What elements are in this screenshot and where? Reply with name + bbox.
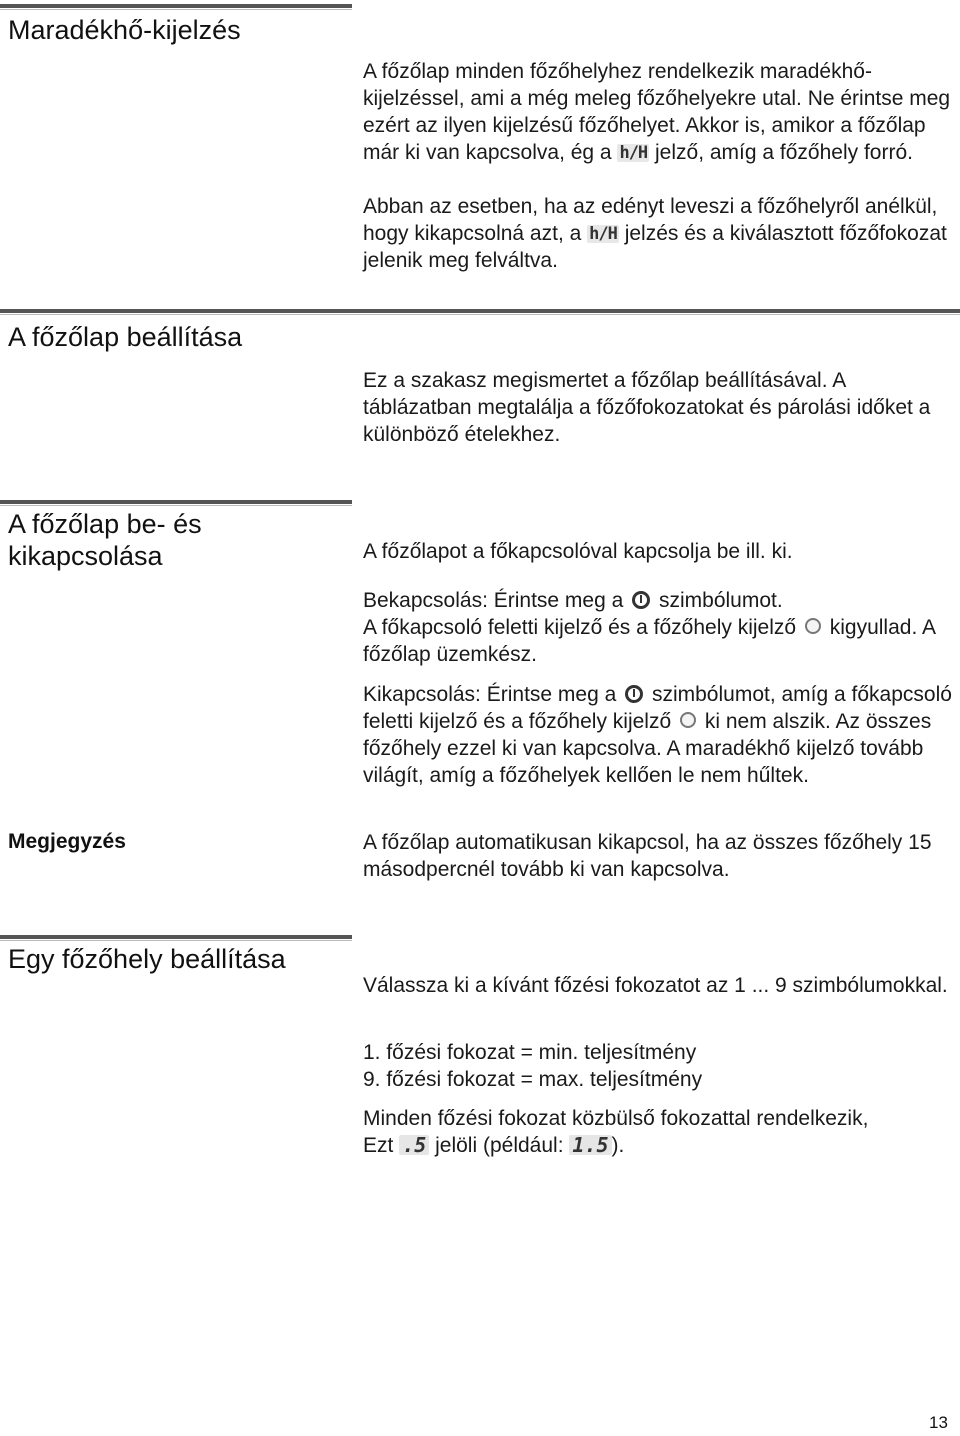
half-step-display-icon: .5 bbox=[399, 1135, 429, 1155]
paragraph: Bekapcsolás: Érintse meg a szimbólumot. A főkapcsoló feletti kijelző és a főzőhely kijelző kigyullad. A főzőlap üzemkész. bbox=[363, 589, 935, 666]
section-heading: Maradékhő-kijelzés bbox=[8, 15, 241, 45]
paragraph: A főzőlap minden főzőhelyhez rendelkezik maradékhő-kijelzéssel, ami a még meleg főzőhelyekre utal. Ne érintse meg ezért az ilyen kijelzésű főzőhelyet. Akkor is, amikor a főzőlap már ki van kapcsolva, ég a h/H jelző, amíg a főzőhely forró. bbox=[363, 60, 951, 164]
section-heading: A főzőlap be- és kikapcsolása bbox=[8, 509, 202, 571]
section-rule bbox=[0, 500, 352, 504]
power-icon bbox=[632, 591, 650, 609]
paragraph: Abban az esetben, ha az edényt leveszi a főzőhelyről anélkül, hogy kikapcsolná azt, a h/H jelzés és a kiválasztott főzőfokozat jelenik meg felváltva. bbox=[363, 195, 947, 272]
note-label: Megjegyzés bbox=[8, 830, 126, 853]
paragraph: Válassza ki a kívánt főzési fokozatot az 1 ... 9 szimbólumokkal. bbox=[363, 974, 948, 997]
residual-heat-display-icon: h/H bbox=[619, 143, 648, 163]
section-heading: Egy főzőhely beállítása bbox=[8, 944, 286, 974]
section-rule bbox=[0, 4, 352, 8]
paragraph: Minden főzési fokozat közbülső fokozattal rendelkezik, Ezt .5 jelöli (például: 1.5 ). bbox=[363, 1107, 869, 1157]
residual-heat-display-icon: h/H bbox=[589, 224, 617, 244]
section-rule bbox=[0, 309, 960, 313]
section-rule bbox=[0, 935, 352, 939]
zone-indicator-icon bbox=[805, 618, 821, 634]
example-step-display-icon: 1.5 bbox=[569, 1135, 611, 1155]
power-icon bbox=[625, 685, 643, 703]
paragraph: Kikapcsolás: Érintse meg a szimbólumot, amíg a főkapcsoló feletti kijelző és a főzőhely kijelző ki nem alszik. Az összes főzőhely ezzel ki van kapcsolva. A maradékhő kijelző tovább világít, amíg a főzőhelyek kellően le nem hűltek. bbox=[363, 683, 952, 787]
section-heading: A főzőlap beállítása bbox=[8, 322, 243, 352]
note-paragraph: A főzőlap automatikusan kikapcsol, ha az összes főzőhely 15 másodpercnél tovább ki van kapcsolva. bbox=[363, 831, 932, 881]
paragraph: Ez a szakasz megismertet a főzőlap beállításával. A táblázatban megtalálja a főzőfokozatokat és párolási időket a különböző ételekhez. bbox=[363, 369, 931, 446]
page-number: 13 bbox=[929, 1413, 948, 1432]
paragraph: A főzőlapot a főkapcsolóval kapcsolja be ill. ki. bbox=[363, 540, 793, 563]
paragraph: 1. főzési fokozat = min. teljesítmény 9. főzési fokozat = max. teljesítmény bbox=[363, 1041, 703, 1091]
zone-indicator-icon bbox=[680, 712, 696, 728]
